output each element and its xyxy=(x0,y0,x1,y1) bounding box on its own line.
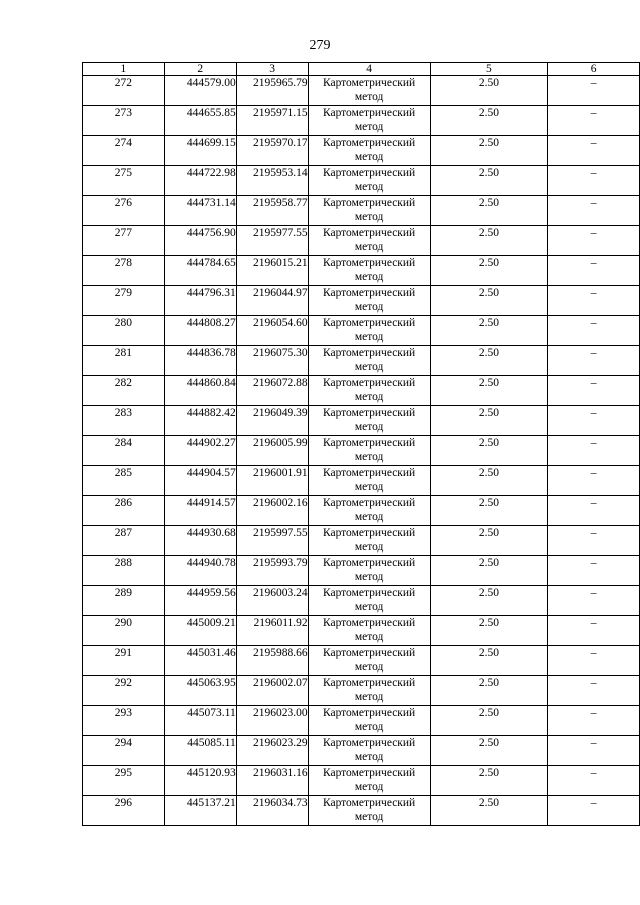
table-row xyxy=(83,706,640,736)
coordinate-y: 2196023.29 xyxy=(236,736,308,766)
coordinate-x: 444860.84 xyxy=(164,376,236,406)
method-cell xyxy=(308,796,430,826)
coordinate-x: 444914.57 xyxy=(164,496,236,526)
note-value: – xyxy=(548,76,640,106)
note-value: – xyxy=(548,106,640,136)
coordinate-x: 445031.46 xyxy=(164,646,236,676)
note-value: – xyxy=(548,616,640,646)
method-cell xyxy=(308,706,430,736)
note-value: – xyxy=(548,316,640,346)
coordinate-x: 444784.65 xyxy=(164,256,236,286)
coordinate-y: 2196002.16 xyxy=(236,496,308,526)
coordinate-y: 2196044.97 xyxy=(236,286,308,316)
coordinate-y: 2195971.15 xyxy=(236,106,308,136)
method-line-2: метод xyxy=(354,391,384,403)
table-row xyxy=(83,376,640,406)
note-value: – xyxy=(548,166,640,196)
method-line-2: метод xyxy=(354,181,384,193)
coordinate-x: 444808.27 xyxy=(164,316,236,346)
table-row xyxy=(83,166,640,196)
table-row xyxy=(83,316,640,346)
table-row xyxy=(83,736,640,766)
point-number: 292 xyxy=(83,676,165,706)
table-row xyxy=(83,646,640,676)
method-line-2: метод xyxy=(354,151,384,163)
method-cell xyxy=(308,436,430,466)
method-line-1: Картометрический xyxy=(322,377,416,389)
column-header-4: 4 xyxy=(308,63,430,76)
method-cell xyxy=(308,736,430,766)
coordinate-y: 2196049.39 xyxy=(236,406,308,436)
table-row xyxy=(83,76,640,106)
method-line-2: метод xyxy=(354,751,384,763)
method-line-2: метод xyxy=(354,301,384,313)
accuracy-value: 2.50 xyxy=(430,586,548,616)
method-line-2: метод xyxy=(354,781,384,793)
table-row xyxy=(83,526,640,556)
method-cell xyxy=(308,496,430,526)
coordinate-y: 2196054.60 xyxy=(236,316,308,346)
coordinate-x: 444930.68 xyxy=(164,526,236,556)
method-line-1: Картометрический xyxy=(322,77,416,89)
method-line-1: Картометрический xyxy=(322,137,416,149)
method-cell xyxy=(308,346,430,376)
method-cell xyxy=(308,526,430,556)
table-row xyxy=(83,346,640,376)
accuracy-value: 2.50 xyxy=(430,676,548,706)
note-value: – xyxy=(548,376,640,406)
accuracy-value: 2.50 xyxy=(430,796,548,826)
method-cell xyxy=(308,106,430,136)
accuracy-value: 2.50 xyxy=(430,646,548,676)
coordinate-x: 444904.57 xyxy=(164,466,236,496)
point-number: 274 xyxy=(83,136,165,166)
accuracy-value: 2.50 xyxy=(430,256,548,286)
accuracy-value: 2.50 xyxy=(430,616,548,646)
point-number: 291 xyxy=(83,646,165,676)
coordinate-y: 2195970.17 xyxy=(236,136,308,166)
table-row xyxy=(83,286,640,316)
note-value: – xyxy=(548,496,640,526)
page-number: 279 xyxy=(309,38,331,53)
table-row xyxy=(83,226,640,256)
table-row xyxy=(83,196,640,226)
note-value: – xyxy=(548,646,640,676)
point-number: 272 xyxy=(83,76,165,106)
table-row xyxy=(83,136,640,166)
note-value: – xyxy=(548,586,640,616)
method-line-1: Картометрический xyxy=(322,167,416,179)
coordinate-x: 444699.15 xyxy=(164,136,236,166)
coordinate-y: 2195977.55 xyxy=(236,226,308,256)
point-number: 289 xyxy=(83,586,165,616)
coordinate-y: 2196005.99 xyxy=(236,436,308,466)
note-value: – xyxy=(548,466,640,496)
coordinate-y: 2195988.66 xyxy=(236,646,308,676)
method-line-2: метод xyxy=(354,211,384,223)
point-number: 282 xyxy=(83,376,165,406)
method-cell xyxy=(308,616,430,646)
method-cell xyxy=(308,676,430,706)
note-value: – xyxy=(548,226,640,256)
accuracy-value: 2.50 xyxy=(430,316,548,346)
table-row xyxy=(83,766,640,796)
table-row xyxy=(83,436,640,466)
column-header-2: 2 xyxy=(164,63,236,76)
point-number: 280 xyxy=(83,316,165,346)
method-cell xyxy=(308,586,430,616)
point-number: 276 xyxy=(83,196,165,226)
method-line-1: Картометрический xyxy=(322,437,416,449)
coordinates-table xyxy=(82,62,640,826)
point-number: 281 xyxy=(83,346,165,376)
method-cell xyxy=(308,286,430,316)
method-line-2: метод xyxy=(354,691,384,703)
coordinate-y: 2196023.00 xyxy=(236,706,308,736)
column-header-3: 3 xyxy=(236,63,308,76)
method-line-2: метод xyxy=(354,541,384,553)
point-number: 284 xyxy=(83,436,165,466)
method-line-1: Картометрический xyxy=(322,737,416,749)
method-line-1: Картометрический xyxy=(322,557,416,569)
table-row xyxy=(83,106,640,136)
accuracy-value: 2.50 xyxy=(430,226,548,256)
coordinate-x: 445009.21 xyxy=(164,616,236,646)
note-value: – xyxy=(548,706,640,736)
accuracy-value: 2.50 xyxy=(430,436,548,466)
method-cell xyxy=(308,406,430,436)
accuracy-value: 2.50 xyxy=(430,166,548,196)
note-value: – xyxy=(548,346,640,376)
coordinate-y: 2196002.07 xyxy=(236,676,308,706)
coordinate-y: 2196003.24 xyxy=(236,586,308,616)
method-line-1: Картометрический xyxy=(322,257,416,269)
coordinate-x: 445063.95 xyxy=(164,676,236,706)
method-line-2: метод xyxy=(354,481,384,493)
table-row xyxy=(83,616,640,646)
method-line-1: Картометрический xyxy=(322,707,416,719)
accuracy-value: 2.50 xyxy=(430,496,548,526)
method-line-2: метод xyxy=(354,811,384,823)
coordinate-x: 444796.31 xyxy=(164,286,236,316)
accuracy-value: 2.50 xyxy=(430,466,548,496)
note-value: – xyxy=(548,766,640,796)
method-line-2: метод xyxy=(354,271,384,283)
table-row xyxy=(83,556,640,586)
table-row xyxy=(83,406,640,436)
method-line-2: метод xyxy=(354,91,384,103)
method-line-2: метод xyxy=(354,121,384,133)
note-value: – xyxy=(548,556,640,586)
point-number: 285 xyxy=(83,466,165,496)
point-number: 286 xyxy=(83,496,165,526)
table-row xyxy=(83,586,640,616)
method-line-1: Картометрический xyxy=(322,317,416,329)
accuracy-value: 2.50 xyxy=(430,766,548,796)
method-line-2: метод xyxy=(354,511,384,523)
point-number: 287 xyxy=(83,526,165,556)
point-number: 293 xyxy=(83,706,165,736)
point-number: 275 xyxy=(83,166,165,196)
method-line-2: метод xyxy=(354,361,384,373)
method-line-1: Картометрический xyxy=(322,617,416,629)
method-cell xyxy=(308,316,430,346)
accuracy-value: 2.50 xyxy=(430,76,548,106)
method-line-1: Картометрический xyxy=(322,197,416,209)
accuracy-value: 2.50 xyxy=(430,286,548,316)
note-value: – xyxy=(548,136,640,166)
method-line-1: Картометрический xyxy=(322,647,416,659)
method-cell xyxy=(308,136,430,166)
table-row xyxy=(83,676,640,706)
note-value: – xyxy=(548,736,640,766)
method-line-2: метод xyxy=(354,331,384,343)
coordinate-y: 2195993.79 xyxy=(236,556,308,586)
method-line-1: Картометрический xyxy=(322,287,416,299)
note-value: – xyxy=(548,526,640,556)
point-number: 273 xyxy=(83,106,165,136)
method-line-1: Картометрический xyxy=(322,227,416,239)
table-row xyxy=(83,256,640,286)
point-number: 283 xyxy=(83,406,165,436)
coordinate-x: 445137.21 xyxy=(164,796,236,826)
coordinate-x: 444756.90 xyxy=(164,226,236,256)
point-number: 279 xyxy=(83,286,165,316)
method-line-2: метод xyxy=(354,241,384,253)
method-cell xyxy=(308,556,430,586)
method-line-1: Картометрический xyxy=(322,527,416,539)
accuracy-value: 2.50 xyxy=(430,556,548,586)
coordinate-x: 445073.11 xyxy=(164,706,236,736)
accuracy-value: 2.50 xyxy=(430,736,548,766)
coordinate-y: 2196034.73 xyxy=(236,796,308,826)
coordinate-x: 444579.00 xyxy=(164,76,236,106)
coordinate-y: 2196075.30 xyxy=(236,346,308,376)
note-value: – xyxy=(548,286,640,316)
coordinate-x: 444940.78 xyxy=(164,556,236,586)
accuracy-value: 2.50 xyxy=(430,196,548,226)
column-header-1: 1 xyxy=(83,63,165,76)
method-line-2: метод xyxy=(354,601,384,613)
point-number: 295 xyxy=(83,766,165,796)
method-line-1: Картометрический xyxy=(322,467,416,479)
note-value: – xyxy=(548,676,640,706)
method-cell xyxy=(308,196,430,226)
method-line-1: Картометрический xyxy=(322,347,416,359)
method-cell xyxy=(308,76,430,106)
note-value: – xyxy=(548,196,640,226)
point-number: 288 xyxy=(83,556,165,586)
point-number: 278 xyxy=(83,256,165,286)
coordinate-x: 445120.93 xyxy=(164,766,236,796)
coordinate-x: 444722.98 xyxy=(164,166,236,196)
coordinate-y: 2196031.16 xyxy=(236,766,308,796)
method-line-1: Картометрический xyxy=(322,407,416,419)
method-cell xyxy=(308,376,430,406)
method-cell xyxy=(308,646,430,676)
coordinate-y: 2196072.88 xyxy=(236,376,308,406)
coordinate-y: 2195953.14 xyxy=(236,166,308,196)
coordinate-y: 2196011.92 xyxy=(236,616,308,646)
column-header-5: 5 xyxy=(430,63,548,76)
point-number: 294 xyxy=(83,736,165,766)
accuracy-value: 2.50 xyxy=(430,706,548,736)
coordinate-y: 2195997.55 xyxy=(236,526,308,556)
method-cell xyxy=(308,466,430,496)
coordinate-x: 444655.85 xyxy=(164,106,236,136)
column-header-6: 6 xyxy=(548,63,640,76)
coordinate-x: 444959.56 xyxy=(164,586,236,616)
table-row xyxy=(83,466,640,496)
method-line-1: Картометрический xyxy=(322,107,416,119)
method-line-1: Картометрический xyxy=(322,497,416,509)
method-line-2: метод xyxy=(354,631,384,643)
point-number: 296 xyxy=(83,796,165,826)
method-line-1: Картометрический xyxy=(322,587,416,599)
coordinate-x: 444902.27 xyxy=(164,436,236,466)
accuracy-value: 2.50 xyxy=(430,406,548,436)
coordinate-y: 2196015.21 xyxy=(236,256,308,286)
method-line-2: метод xyxy=(354,421,384,433)
accuracy-value: 2.50 xyxy=(430,136,548,166)
table-body xyxy=(83,76,640,826)
table-row xyxy=(83,796,640,826)
method-line-2: метод xyxy=(354,451,384,463)
accuracy-value: 2.50 xyxy=(430,106,548,136)
coordinate-x: 445085.11 xyxy=(164,736,236,766)
method-cell xyxy=(308,166,430,196)
coordinate-y: 2195958.77 xyxy=(236,196,308,226)
coordinate-y: 2195965.79 xyxy=(236,76,308,106)
point-number: 277 xyxy=(83,226,165,256)
accuracy-value: 2.50 xyxy=(430,346,548,376)
table-row xyxy=(83,496,640,526)
method-line-1: Картометрический xyxy=(322,677,416,689)
coordinate-x: 444731.14 xyxy=(164,196,236,226)
note-value: – xyxy=(548,796,640,826)
method-line-2: метод xyxy=(354,571,384,583)
method-cell xyxy=(308,766,430,796)
coordinate-x: 444836.78 xyxy=(164,346,236,376)
method-line-2: метод xyxy=(354,721,384,733)
note-value: – xyxy=(548,256,640,286)
accuracy-value: 2.50 xyxy=(430,376,548,406)
coordinate-y: 2196001.91 xyxy=(236,466,308,496)
note-value: – xyxy=(548,406,640,436)
method-line-2: метод xyxy=(354,661,384,673)
note-value: – xyxy=(548,436,640,466)
table-header-row xyxy=(83,63,640,76)
method-cell xyxy=(308,226,430,256)
point-number: 290 xyxy=(83,616,165,646)
method-cell xyxy=(308,256,430,286)
method-line-1: Картометрический xyxy=(322,797,416,809)
method-line-1: Картометрический xyxy=(322,767,416,779)
coordinate-x: 444882.42 xyxy=(164,406,236,436)
accuracy-value: 2.50 xyxy=(430,526,548,556)
